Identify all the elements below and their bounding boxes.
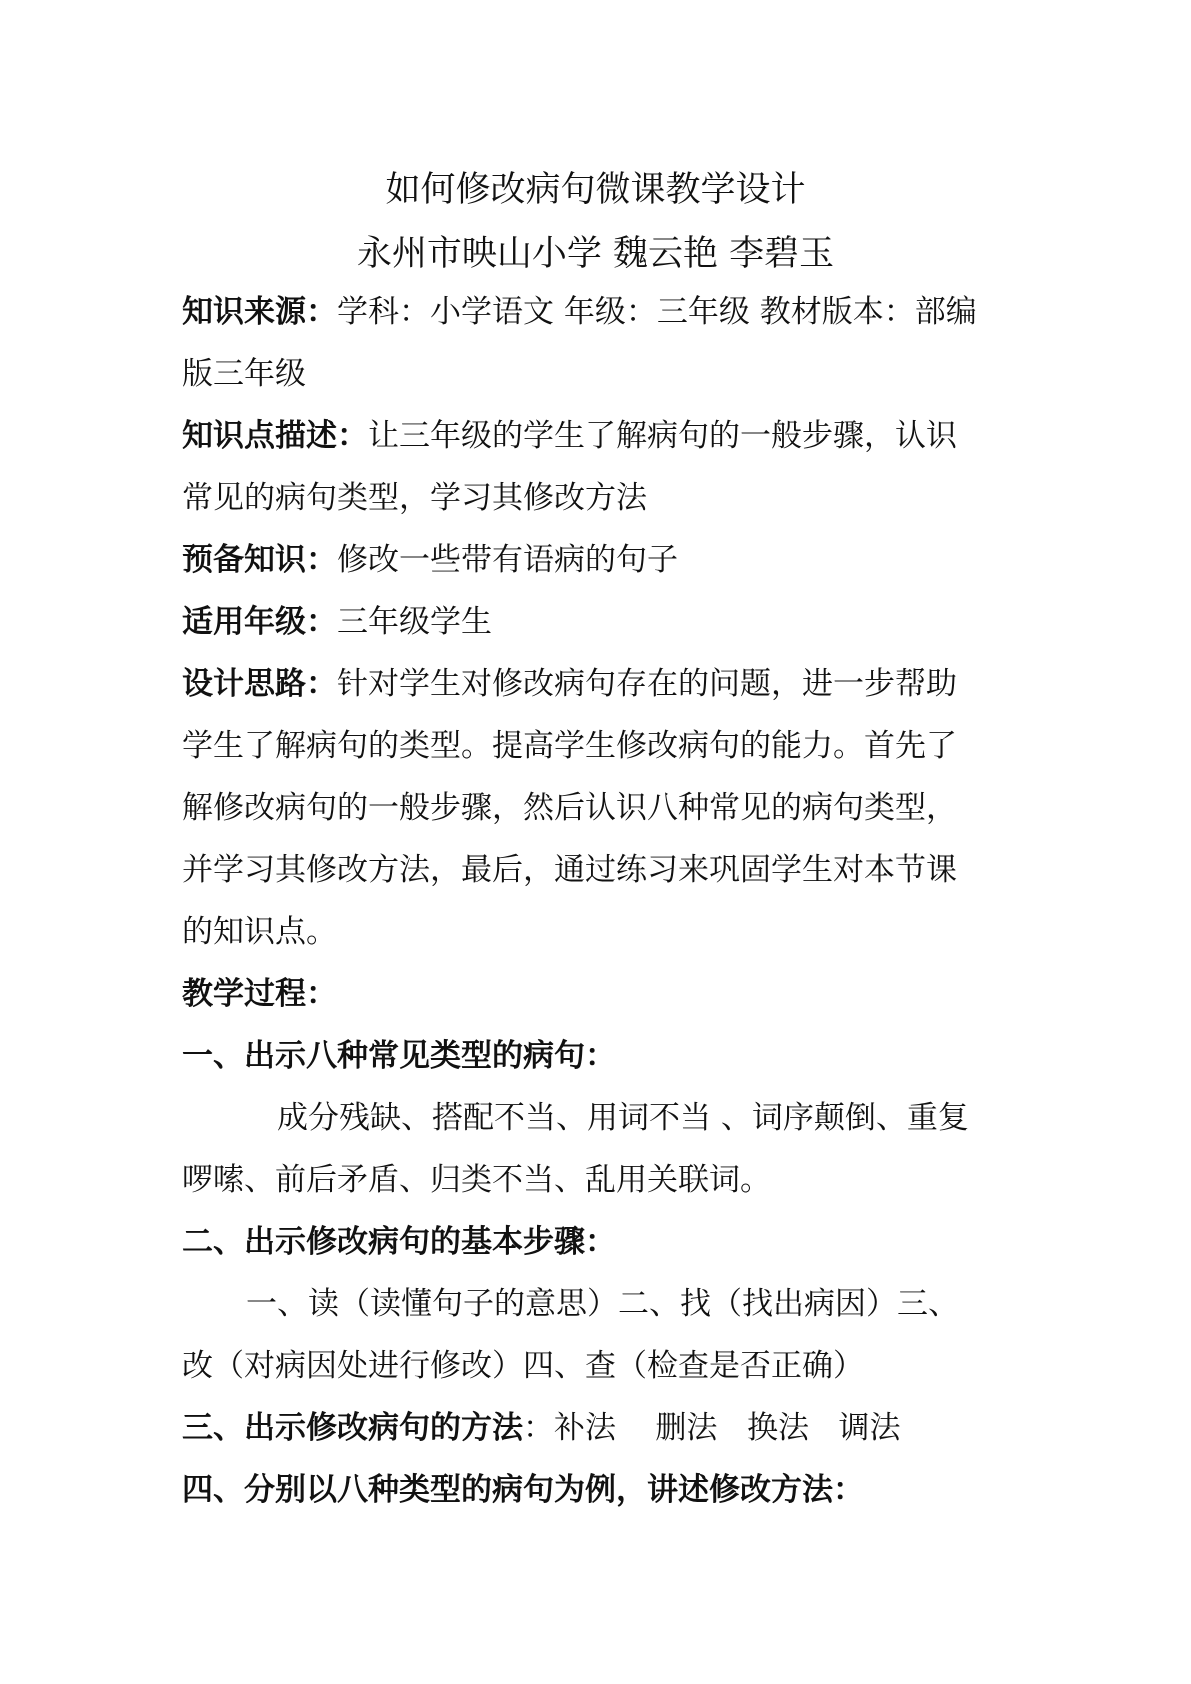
section4-heading: 四、分别以八种类型的病句为例，讲述修改方法： (182, 1472, 864, 1508)
design-idea-line-3: 解修改病句的一般步骤，然后认识八种常见的病句类型， (182, 790, 957, 826)
design-idea-line-2: 学生了解病句的类型。提高学生修改病句的能力。首先了 (182, 728, 957, 764)
section2-line-1: 一、读（读懂句子的意思）二、找（找出病因）三、 (246, 1286, 959, 1322)
knowledge-description-line-2: 常见的病句类型，学习其修改方法 (182, 480, 647, 516)
section2-line-2: 改（对病因处进行修改）四、查（检查是否正确） (182, 1348, 864, 1384)
design-idea-line-4: 并学习其修改方法，最后，通过练习来巩固学生对本节课 (182, 852, 957, 888)
section3-heading: 三、出示修改病句的方法 (182, 1410, 523, 1446)
section2-heading: 二、出示修改病句的基本步骤： (182, 1224, 616, 1260)
teaching-process-heading: 教学过程： (182, 976, 337, 1012)
prerequisite-label: 预备知识： (182, 542, 337, 578)
knowledge-description-line (182, 414, 1022, 458)
design-idea-line (182, 662, 1022, 706)
design-idea-line-5: 的知识点。 (182, 914, 337, 950)
applicable-grade-line (182, 600, 1022, 644)
section1-line-2: 啰嗦、前后矛盾、归类不当、乱用关联词。 (182, 1162, 771, 1198)
section1-line-1: 成分残缺、搭配不当、用词不当 、词序颠倒、重复 (277, 1100, 969, 1136)
knowledge-source-line (182, 290, 1022, 334)
knowledge-description-label: 知识点描述： (182, 418, 368, 454)
document-authors: 永州市映山小学 魏云艳 李碧玉 (356, 234, 835, 274)
design-idea-label: 设计思路： (182, 666, 337, 702)
knowledge-source-line-2: 版三年级 (182, 356, 306, 392)
section3-line (182, 1406, 1022, 1450)
applicable-grade-text: 三年级学生 (337, 604, 492, 640)
knowledge-source-label: 知识来源： (182, 294, 337, 330)
document-title: 如何修改病句微课教学设计 (385, 170, 806, 210)
section3-text: ：补法 删法 换法 调法 (523, 1410, 901, 1446)
prerequisite-text: 修改一些带有语病的句子 (337, 542, 678, 578)
knowledge-source-text: 学科：小学语文 年级：三年级 教材版本：部编 (337, 294, 977, 330)
design-idea-text: 针对学生对修改病句存在的问题，进一步帮助 (337, 666, 957, 702)
prerequisite-line (182, 538, 1022, 582)
knowledge-description-text: 让三年级的学生了解病句的一般步骤，认识 (368, 418, 957, 454)
section1-heading: 一、出示八种常见类型的病句： (182, 1038, 616, 1074)
applicable-grade-label: 适用年级： (182, 604, 337, 640)
